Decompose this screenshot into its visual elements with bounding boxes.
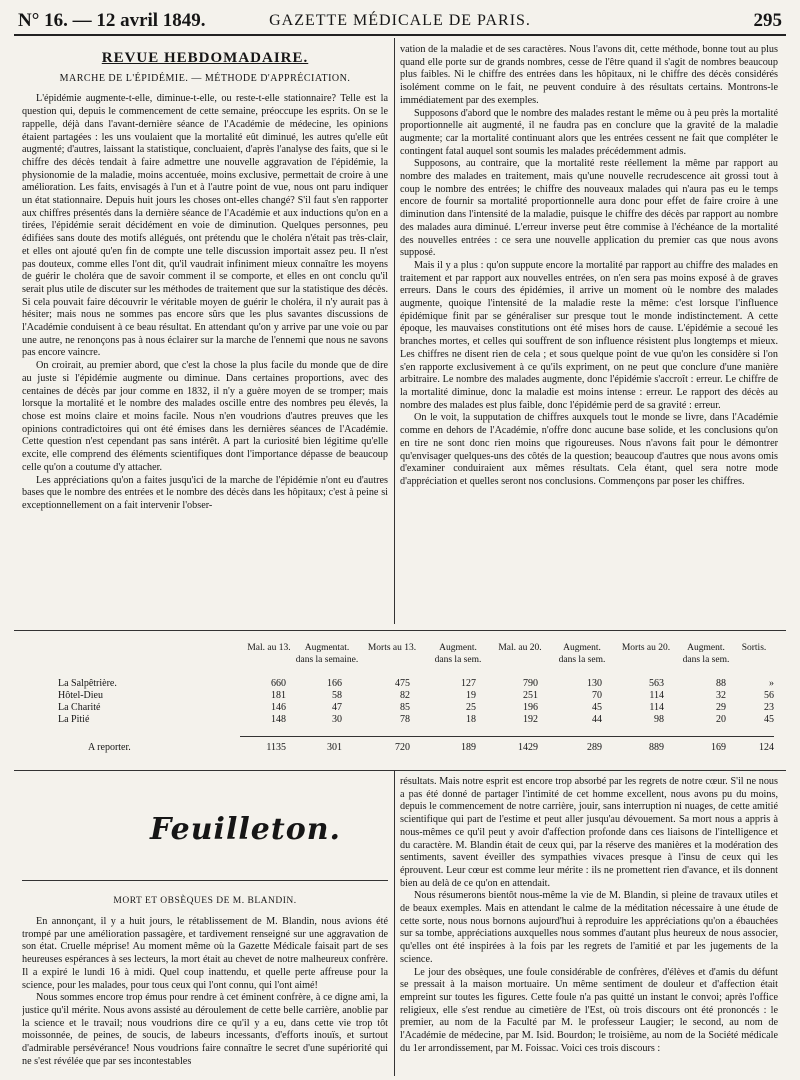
- total-cell: 1135: [266, 742, 286, 753]
- total-cell: 169: [711, 742, 726, 753]
- table-cell: 30: [332, 714, 342, 725]
- paragraph: vation de la maladie et de ses caractères. Nous l'avons dit, cette méthode, bonne tout au plus quand elle porte sur de grands nombres, cesse de l'être quand il s'agit de nombres beaucoup plus faibles. Ni le chiffre des entrées dans les hôpitaux, ni le chiffre des décès considérés isolément comme on le fait, ne peuvent conduire à des résultats certains. Montrons-le immédiatement par des exemples.: [400, 44, 778, 106]
- header-cell: Mal. au 13.: [247, 643, 291, 653]
- table-cell: 127: [461, 678, 476, 689]
- paragraph: On le voit, la supputation de chiffres auxquels tout le monde se livre, dans l'Académie comme en dehors de l'Académie, n'offre donc aucune base solide, et les conclusions qu'on en tire ne sont donc rien moins que rigoureuses. Nous n'avons fait pour le démontrer qu'envisager quelques-uns des côtés de la question; beaucoup d'autres que nous avons omis d'examiner conduiraient aux mêmes résultats. Cela étant, quel sera notre mode d'appréciation et quelles seront nos conclusions. Commençons par poser les chiffres.: [400, 412, 778, 487]
- table-cell: 563: [649, 678, 664, 689]
- table-cell: 58: [332, 690, 342, 701]
- header-cell: Mal. au 20.: [498, 643, 542, 653]
- paragraph: Nous sommes encore trop émus pour rendre à cet éminent confrère, à ce digne ami, la justice qu'il mérite. Nous avons assisté au déroulement de cette belle carrière, anoblie par la science et le travail; nous voudrions dire ce qu'il y a eu, dans cette vie trop tôt moissonnée, de peines, de soucis, de labeurs incessants, d'efforts inouïs, et surtout d'admirable persévérance! Nous voudrions faire connaître le secret d'une supériorité qui ne s'est révélée que par ses incontestables: [22, 992, 388, 1067]
- row-label: La Pitié: [58, 714, 90, 725]
- feuilleton-left-column: [22, 916, 388, 1076]
- table-cell: 192: [523, 714, 538, 725]
- header-cell: Augment. dans la sem.: [434, 643, 482, 665]
- table-cell: 146: [271, 702, 286, 713]
- table-cell: 23: [764, 702, 774, 713]
- table-cell: 32: [716, 690, 726, 701]
- table-cell: 88: [716, 678, 726, 689]
- page-number: 295: [753, 10, 782, 31]
- paragraph: résultats. Mais notre esprit est encore trop absorbé par les regrets de notre cœur. S'il ne nous a pas été donné de partager l'intimité de cet homme excellent, nous avons pu du moins, depuis le commencement de notre carrière, jouir, sans interruption ni nuages, de cette amitié scientifique qui part de l'estime et peut aller jusqu'au dévouement. Sa mort nous a appris à nous-mêmes ce qu'il peut y avoir d'affection profonde dans ces liaisons de l'intelligence et du caractère. M. Blandin était de ceux qui, par la réserve des manières et la modération des sentiments, savent éveiller des sympathies vivaces presque à l'insu de ceux qui les éprouvent. Leur cœur est comme leur mérite : ils ne promettent rien d'avance, et ils donnent bien au delà de ce qu'on en attendait.: [400, 776, 778, 889]
- divider: [14, 630, 786, 631]
- table-cell: 20: [716, 714, 726, 725]
- header-cell: Sortis.: [741, 643, 767, 653]
- total-cell: 289: [587, 742, 602, 753]
- section-subtitle: MARCHE DE L'ÉPIDÉMIE. — MÉTHODE D'APPRÉCIATION.: [59, 72, 351, 84]
- table-cell: 196: [523, 702, 538, 713]
- feuilleton-subtitle: MORT ET OBSÈQUES DE M. BLANDIN.: [113, 896, 297, 906]
- revue-right-column: [400, 44, 778, 614]
- divider: [14, 770, 786, 771]
- total-label: A reporter.: [88, 742, 131, 753]
- feuilleton-right-column: [400, 776, 778, 1076]
- table-cell: 98: [654, 714, 664, 725]
- table-cell: 78: [400, 714, 410, 725]
- header-cell: Morts au 13.: [367, 643, 417, 653]
- table-cell: 82: [400, 690, 410, 701]
- table-cell: 660: [271, 678, 286, 689]
- column-divider: [394, 38, 395, 624]
- total-cell: 301: [327, 742, 342, 753]
- header-cell: Augmentat. dans la semaine.: [295, 643, 359, 665]
- table-cell: 130: [587, 678, 602, 689]
- feuilleton-title: Feuilleton.: [150, 812, 341, 847]
- table-cell: 114: [649, 690, 664, 701]
- table-cell: 56: [764, 690, 774, 701]
- column-divider: [394, 770, 395, 1076]
- total-cell: 124: [759, 742, 774, 753]
- table-cell: 148: [271, 714, 286, 725]
- paragraph: Mais il y a plus : qu'on suppute encore la mortalité par rapport au chiffre des malades en traitement et par rapport aux nouvelles entrées, on n'en sera pas moins exposé à de graves erreurs. Dans le cours des épidémies, il arrive un moment où le nombre des malades augmente, quoique l'intensité de la maladie reste la même: c'est lorsque l'influence épidémique finit par se généraliser sur presque tout le monde indistinctement. A cette époque, les mauvaises constitutions ont été mises hors de cause. L'épidémie a secoué les branches mortes, et celles qui souffrent de son influence résistent plus longtemps et mieux. Les chiffres ne disent rien de cela ; et sous quelque point de vue qu'on les considère si l'on s'en rapporte exclusivement à ce qu'ils expriment, on ne peut que conclure d'une manière arbitraire. Le nombre des malades augmente, donc l'épidémie s'accroît : erreur. Le chiffre de la mortalité diminue, donc la maladie est moins intense : erreur. Le rapport des décès au nombre des malades est plus faible, donc l'épidémie perd de sa gravité : erreur.: [400, 259, 778, 411]
- paragraph: On croirait, au premier abord, que c'est la chose la plus facile du monde que de dire au juste si l'épidémie augmente ou diminue. Dans certaines proportions, avec des centaines de décès par jour comme en 1832, il n'y a guère moyen de se tromper; mais lorsque la mortalité et le nombre des malades oscille entre des nombres peu élevés, la chose est moins claire et moins facile. Nous n'en voudrions d'autres preuves que les opinions contradictoires qui ont été émises dans les dernières séances de l'Académie. Cette question n'est cependant pas sans intérêt. A part la curiosité bien légitime qu'elle excite, elle comprend des éléments scientifiques dont l'importance dépasse de beaucoup celle qu'on a coutume d'y attacher.: [22, 360, 388, 473]
- header-cell: Augment. dans la sem.: [682, 643, 730, 665]
- table-cell: 45: [592, 702, 602, 713]
- paragraph: En annonçant, il y a huit jours, le rétablissement de M. Blandin, nous avions été trompé par une amélioration passagère, et tardivement renseigné sur une aggravation de son état. Cruelle méprise! Au moment même où la Gazette Médicale faisait part de ses heureuses espérances à ses lecteurs, la mort était au chevet de notre malheureux confrère. Il a expiré le lundi 16 à midi. Quel coup inattendu, et quelle perte affreuse pour la science, pour les malades, pour tous ceux qui l'ont connu, qui l'ont aimé!: [22, 916, 388, 991]
- table-cell: 18: [466, 714, 476, 725]
- row-label: Hôtel-Dieu: [58, 690, 103, 701]
- table-cell: 29: [716, 702, 726, 713]
- table-cell: 475: [395, 678, 410, 689]
- table-cell: 47: [332, 702, 342, 713]
- total-rule: [240, 736, 774, 737]
- total-cell: 189: [461, 742, 476, 753]
- table-cell: 114: [649, 702, 664, 713]
- table-cell: 251: [523, 690, 538, 701]
- paragraph: Supposons, au contraire, que la mortalité reste réellement la même par rapport au nombre des malades en traitement, mais qu'une nouvelle recrudescence ait grossi tout à coup le nombre des entrées; le chiffre des nouveaux malades qui n'aura pas eu le temps encore de fournir sa mortalité proportionnelle aura donc pour effet de faire croire à une diminution dans l'intensité de la maladie, puisque le chiffre des décès par rapport au nombre des malades aura diminué. L'erreur inverse peut être commise à l'échéance de la mortalité des nouvelles entrées : ce sera une nouvelle application du premier cas que nous avons supposé.: [400, 158, 778, 259]
- row-label: La Salpêtrière.: [58, 678, 117, 689]
- paragraph: L'épidémie augmente-t-elle, diminue-t-elle, ou reste-t-elle stationnaire? Telle est la question qui, depuis le commencement de cette semaine, préoccupe les esprits. On se le rappelle, déjà dans l'avant-dernière séance de l'Académie de médecine, les opinions étaient partagées : les uns voulaient que la mortalité eût diminué, les autres qu'elle eût augmenté; d'autres, laissant la statistique, concluaient, d'après l'analyse des faits, que si le chiffre des décès tendait à faire admettre une nouvelle aggravation de l'épidémie, la physionomie de la maladie, moins accentuée, moins exclusive, permettait de croire à une amélioration. Les faits, envisagés à l'un et à l'autre point de vue, nous ont paru indiquer un état stationnaire. Depuis huit jours les choses ont-elles changé? S'il faut s'en rapporter aux chiffres présentés dans la dernière séance de l'Académie et aux inductions qu'on en a tirées, l'épidémie serait décidément en voie de diminution. Quelques personnes, peu édifiées sans doute des motifs allégués, ont prétendu que le choléra n'était pas très-clair, et elles ont ajouté qu'en fin de compte une telle discussion importait assez peu. Il n'est pas douteux, comme elles l'ont dit, qu'il vaudrait infiniment mieux connaître les moyens de guérir le choléra que de savoir comment il se comporte, et elles en ont conclu qu'il serait plus utile de discuter sur les méthodes de traitement que sur la statistique des décès. Si cela pouvait faire découvrir le véritable moyen de guérir le choléra, il n'y aurait pas à hésiter; mais nous ne sommes pas encore sûrs que les plus savantes discussions de l'Académie conduisent à ce beau résultat. En attendant qu'on y arrive par une voie ou par une autre, ne renonçons pas à nous éclairer sur la marche de l'ennemi que nous ne savons pas encore vaincre.: [22, 93, 388, 359]
- table-cell: 45: [764, 714, 774, 725]
- issue-number: N° 16. — 12 avril 1849.: [18, 10, 206, 31]
- table-cell: 19: [466, 690, 476, 701]
- table-cell: 44: [592, 714, 602, 725]
- paragraph: Les appréciations qu'on a faites jusqu'ici de la marche de l'épidémie n'ont eu d'autres bases que le nombre des entrées et le nombre des décès dans les hôpitaux; c'est à peine si exceptionnellement on a fait intervenir l'obser-: [22, 474, 388, 511]
- table-cell: 85: [400, 702, 410, 713]
- table-cell: 166: [327, 678, 342, 689]
- page-header: [14, 8, 786, 36]
- total-cell: 720: [395, 742, 410, 753]
- row-label: La Charité: [58, 702, 101, 713]
- total-cell: 1429: [518, 742, 538, 753]
- journal-title: GAZETTE MÉDICALE DE PARIS.: [269, 12, 531, 29]
- divider: [22, 880, 388, 881]
- header-cell: Augment. dans la sem.: [558, 643, 606, 665]
- paragraph: Nous résumerons bientôt nous-même la vie de M. Blandin, si pleine de travaux utiles et de beaux exemples. Mais en attendant le calme de la méditation nécessaire à une étude de cette sorte, nous nous bornons aujourd'hui à reproduire les appréciations qu'on a ébauchées sur sa tombe, appréciations auxquelles nous sommes d'autant plus heureux de nous associer, qu'elles ont été inspirées à la fois par les regrets de l'amitié et par les jugements de la science.: [400, 890, 778, 965]
- table-cell: 790: [523, 678, 538, 689]
- table-cell: 70: [592, 690, 602, 701]
- paragraph: Supposons d'abord que le nombre des malades restant le même ou à peu près la mortalité proportionnelle ait augmenté, il ne faudra pas en conclure que la gravité de la maladie augmente; car la mortalité continuant alors que les entrées cessent ne fait que compléter le contingent fatal auquel sont soumis les malades précédemment admis.: [400, 107, 778, 157]
- table-cell: 25: [466, 702, 476, 713]
- section-title: REVUE HEBDOMADAIRE.: [101, 50, 309, 66]
- paragraph: Le jour des obsèques, une foule considérable de confrères, d'élèves et d'amis du défunt se pressait à la maison mortuaire. Un même sentiment de douleur et d'affection était empreint sur toutes les figures. Cette foule n'a pas quitté un instant le convoi; après l'office religieux, elle s'est rendue au cimetière de l'Est, où trois discours ont été prononcés : le premier, au nom de la Faculté par M. le professeur Laugier; le second, au nom de l'Académie de médecine, par M. Isid. Bourdon; le troisième, au nom de la Société médicale du 1er arrondissement, par M. Foissac. Voici ces trois discours :: [400, 966, 778, 1054]
- revue-left-column: [22, 44, 388, 614]
- header-cell: Morts au 20.: [621, 643, 671, 653]
- table-cell: 181: [271, 690, 286, 701]
- total-cell: 889: [649, 742, 664, 753]
- table-cell: »: [769, 678, 774, 689]
